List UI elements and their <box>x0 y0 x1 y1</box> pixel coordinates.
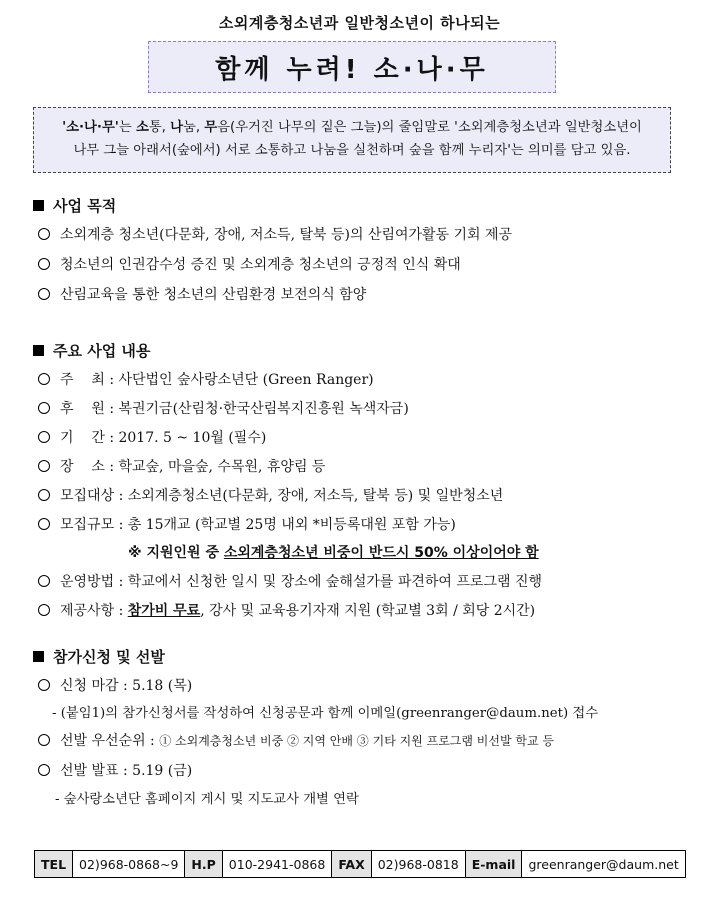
list-item-text: 선발 발표 : 5.19 (금) <box>60 763 193 779</box>
section-heading-apply <box>33 646 165 667</box>
intro-letter-na: 나 <box>170 120 183 135</box>
circle-bullet-icon <box>38 518 50 530</box>
apply-deadline-detail: - (붙임1)의 참가신청서를 작성하여 신청공문과 함께 이메일(greenranger@daum.net) 접수 <box>52 706 599 721</box>
detail-place <box>38 456 325 476</box>
notice-prefix: ※ 지원인원 중 <box>128 545 224 561</box>
detail-key: 모집규모 <box>60 517 115 533</box>
detail-method <box>38 571 542 591</box>
section-heading-main <box>33 340 150 361</box>
detail-value: ① 소외계층청소년 비중 ② 지역 안배 ③ 기타 지원 프로그램 비선발 학교 등 <box>159 734 554 748</box>
list-item <box>38 284 366 304</box>
page-title: 함께 누려! 소·나·무 <box>215 54 489 85</box>
detail-key: 선발 우선순위 : <box>60 733 160 749</box>
intro-letter-so: 소 <box>135 120 149 135</box>
page-subtitle: 소외계층청소년과 일반청소년이 하나되는 <box>218 14 501 32</box>
list-item-text: 산림교육을 통한 청소년의 산림환경 보전의식 함양 <box>60 287 367 303</box>
contact-table <box>34 850 686 878</box>
email-value: greenranger@daum.net <box>522 851 685 878</box>
list-item-text: 신청 마감 : 5.18 (목) <box>60 678 193 694</box>
circle-bullet-icon <box>38 734 50 746</box>
detail-period <box>38 427 266 447</box>
detail-key: 장 소 <box>60 459 105 475</box>
list-item-text: 소외계층 청소년(다문화, 장애, 저소득, 탈북 등)의 산림여가활동 기회 제공 <box>60 227 513 243</box>
list-item <box>38 254 461 274</box>
intro-text: 는 <box>118 120 136 135</box>
detail-host <box>38 369 374 389</box>
square-bullet-icon <box>33 651 44 662</box>
detail-colon: : <box>118 603 128 619</box>
detail-sponsor <box>38 398 409 418</box>
table-row <box>35 851 686 878</box>
circle-bullet-icon <box>38 288 50 300</box>
circle-bullet-icon <box>38 764 50 776</box>
circle-bullet-icon <box>38 460 50 472</box>
notice-underlined: 소외계층청소년 비중이 반드시 50% 이상이어야 함 <box>223 545 539 561</box>
hp-label: H.P <box>185 851 222 878</box>
circle-bullet-icon <box>38 575 50 587</box>
tel-value: 02)968-0868~9 <box>73 851 185 878</box>
hp-value: 010-2941-0868 <box>222 851 332 878</box>
list-item-text: 청소년의 인권감수성 증진 및 소외계층 청소년의 긍정적 인식 확대 <box>60 257 461 273</box>
detail-value: : 학교에서 신청한 일시 및 장소에 숲해설가를 파견하여 프로그램 진행 <box>118 574 543 590</box>
detail-target <box>38 485 503 505</box>
detail-key: 운영방법 <box>60 574 115 590</box>
fax-label: FAX <box>332 851 371 878</box>
circle-bullet-icon <box>38 431 50 443</box>
detail-key: 주 최 <box>60 372 105 388</box>
section-title: 사업 목적 <box>53 197 117 215</box>
intro-letter-mu: 무 <box>204 120 218 135</box>
detail-value: : 2017. 5 ~ 10월 (필수) <box>109 430 267 446</box>
apply-announce-detail: - 숲사랑소년단 홈페이지 게시 및 지도교사 개별 연락 <box>55 792 359 807</box>
detail-provide <box>38 600 535 620</box>
detail-value: : 학교숲, 마을숲, 수목원, 휴양림 등 <box>109 459 326 475</box>
circle-bullet-icon <box>38 489 50 501</box>
tel-label: TEL <box>35 851 73 878</box>
detail-value: , 강사 및 교육용기자재 지원 (학교별 3회 / 회당 2시간) <box>200 603 536 619</box>
detail-key: 기 간 <box>60 430 105 446</box>
detail-key: 후 원 <box>60 401 105 417</box>
section-heading-purpose <box>33 195 116 216</box>
apply-deadline <box>38 675 192 695</box>
section-title: 참가신청 및 선발 <box>53 648 165 666</box>
circle-bullet-icon <box>38 604 50 616</box>
circle-bullet-icon <box>38 228 50 240</box>
apply-announce <box>38 760 192 780</box>
detail-value: : 소외계층청소년(다문화, 장애, 저소득, 탈북 등) 및 일반청소년 <box>118 488 504 504</box>
circle-bullet-icon <box>38 402 50 414</box>
intro-line-1 <box>42 116 662 139</box>
list-item <box>38 224 512 244</box>
intro-box <box>33 107 671 173</box>
circle-bullet-icon <box>38 373 50 385</box>
intro-line-2: 나무 그늘 아래서(숲에서) 서로 소통하고 나눔을 실천하며 숲을 함께 누리자'는 의미를 담고 있음. <box>73 143 631 158</box>
detail-key: 모집대상 <box>60 488 115 504</box>
notice-line <box>128 542 539 562</box>
circle-bullet-icon <box>38 258 50 270</box>
title-banner <box>148 41 556 93</box>
intro-text: 통, <box>148 120 171 135</box>
square-bullet-icon <box>33 200 44 211</box>
free-fee-highlight: 참가비 무료 <box>127 603 201 619</box>
email-label: E-mail <box>465 851 522 878</box>
detail-value: : 사단법인 숲사랑소년단 (Green Ranger) <box>109 372 374 388</box>
section-title: 주요 사업 내용 <box>53 342 151 360</box>
intro-acronym: '소·나·무' <box>62 120 119 135</box>
square-bullet-icon <box>33 345 44 356</box>
intro-text: 음(우거진 나무의 짙은 그늘)의 줄임말로 '소외계층청소년과 일반청소년이 <box>217 120 642 135</box>
circle-bullet-icon <box>38 679 50 691</box>
intro-text: 눔, <box>182 120 205 135</box>
apply-priority <box>38 730 554 750</box>
fax-value: 02)968-0818 <box>371 851 465 878</box>
detail-scale <box>38 514 456 534</box>
detail-value: : 총 15개교 (학교별 25명 내외 *비등록대원 포함 가능) <box>118 517 456 533</box>
detail-key: 제공사항 <box>60 603 115 619</box>
detail-value: : 복권기금(산림청·한국산림복지진흥원 녹색자금) <box>109 401 409 417</box>
